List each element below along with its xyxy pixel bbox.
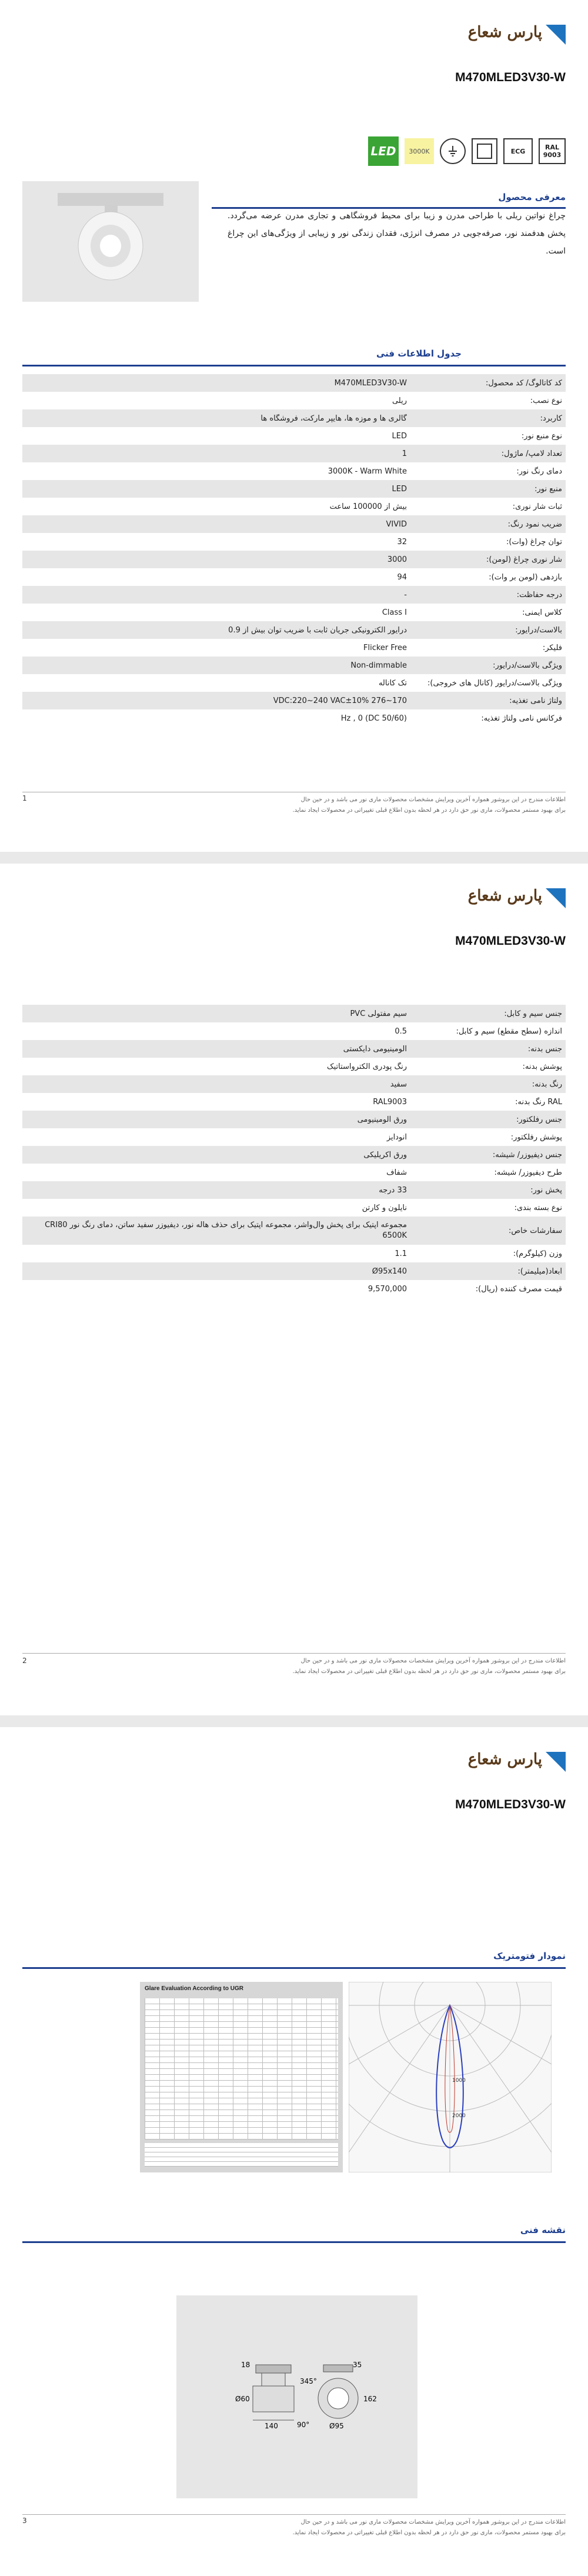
spec-value: VIVID [386, 519, 407, 529]
footer-note [22, 792, 566, 816]
dim-diameter-60: Ø60 [235, 2395, 250, 2403]
spec-key: پوشش رفلکتور: [510, 1132, 562, 1142]
spec-key: توان چراغ (وات): [506, 537, 562, 546]
intro-title: معرفی محصول [498, 192, 566, 202]
spec-value: 0.5 [395, 1027, 407, 1036]
spec-key: کد کاتالوگ/ کد محصول: [485, 378, 562, 388]
page-3 [0, 1727, 588, 2576]
spec-key: فرکانس نامی ولتاژ تغذیه: [481, 714, 562, 723]
logo-text: پارس شعاع [467, 887, 542, 905]
spec-key: کاربرد: [540, 414, 562, 423]
spec-key: پوشش بدنه: [522, 1062, 562, 1071]
spec-title: جدول اطلاعات فنی [376, 348, 462, 359]
spec-row [22, 586, 566, 604]
spec-row [22, 1164, 566, 1181]
spec-key: سفارشات خاص: [508, 1226, 562, 1235]
spec-value: VDC:220~240 VAC±10% 276~170 [273, 696, 407, 705]
spec-row [22, 1245, 566, 1262]
footer-note [22, 1653, 566, 1677]
spec-key: اندازه (سطح مقطع) سیم و کابل: [456, 1027, 562, 1036]
spec-row [22, 639, 566, 657]
ground-icon [440, 138, 466, 164]
spec-row [22, 709, 566, 727]
spec-value: Ø95x140 [372, 1267, 407, 1276]
spec-row [22, 1217, 566, 1245]
spec-row [22, 480, 566, 498]
logo-mark-icon [546, 25, 566, 45]
spec-value: سفید [390, 1079, 407, 1089]
spec-value: 3000 [387, 555, 407, 564]
spec-key: طرح دیفیوزر/ شیشه: [494, 1168, 562, 1177]
spec-key: بالاست/درایور: [515, 625, 562, 635]
spec-row [22, 674, 566, 692]
spec-row [22, 1111, 566, 1128]
spec-key: جنس رفلکتور: [516, 1115, 562, 1124]
spec-row [22, 374, 566, 392]
photometric-charts [140, 1982, 552, 2172]
logo-mark-icon [546, 888, 566, 908]
spec-value: ریلی [392, 396, 407, 405]
footer-line-2: برای بهبود مستمر محصولات، ماری نور حق دارد در هر لحظه بدون اطلاع قبلی تغییراتی در محصولات ایجاد نماید. [292, 1668, 566, 1675]
spec-value: Non-dimmable [350, 661, 407, 670]
spec-rule [22, 365, 566, 366]
logo-text: پارس شعاع [467, 1751, 542, 1768]
spec-row [22, 1280, 566, 1298]
spec-key: منبع نور: [534, 484, 562, 494]
spec-key: بازدهی (لومن بر وات): [489, 572, 562, 582]
spec-value: شفاف [386, 1168, 407, 1177]
spec-key: RAL رنگ بدنه: [515, 1097, 562, 1107]
dim-length: 140 [265, 2422, 278, 2430]
footer-line-1: اطلاعات مندرج در این بروشور همواره آخرین ویرایش مشخصات محصولات ماری نور می باشد و در حین حال [300, 1658, 566, 1664]
dim-diameter-95: Ø95 [329, 2422, 344, 2430]
model-code: M470MLED3V30-W [455, 71, 566, 84]
ecg-badge: ECG [503, 138, 533, 164]
spec-value: 94 [397, 572, 407, 582]
footer-line-1: اطلاعات مندرج در این بروشور همواره آخرین ویرایش مشخصات محصولات ماری نور می باشد و در حین حال [300, 2519, 566, 2525]
spec-value: 3000K - Warm White [328, 466, 407, 476]
logo-mark-icon [546, 1752, 566, 1772]
spec-key: ضریب نمود رنگ: [507, 519, 562, 529]
company-logo [460, 22, 566, 46]
dim-top: 18 [241, 2361, 250, 2369]
double-insulation-icon [472, 138, 497, 164]
spec-row [22, 445, 566, 462]
ral-line2: 9003 [543, 151, 562, 159]
spec-value: - [404, 590, 407, 599]
dim-height-162: 162 [363, 2395, 377, 2403]
drawing-rule [22, 2241, 566, 2243]
spec-row [22, 1181, 566, 1199]
led-badge: LED [368, 136, 399, 166]
spec-value: ورق آلومینیومی [357, 1115, 407, 1124]
drawing-title: نقشه فنی [520, 2225, 566, 2235]
spec-key: جنس دیفیوزر/ شیشه: [492, 1150, 562, 1159]
spec-key: درجه حفاظت: [516, 590, 562, 599]
spec-row [22, 1005, 566, 1022]
spec-key: نوع نصب: [530, 396, 562, 405]
spec-row [22, 392, 566, 409]
polar-ring-label-1: 1000 [452, 2078, 466, 2084]
page-number: 3 [22, 2517, 27, 2525]
spec-value: آلومینیومی دایکستی [343, 1044, 407, 1054]
spec-value: درایور الکترونیکی جریان ثابت با ضریب توان بیش از 0.9 [228, 625, 407, 635]
spec-row [22, 1075, 566, 1093]
spec-value: گالری ها و موزه ها، هایپر مارکت، فروشگاه ها [260, 414, 407, 423]
spec-key: ولتاژ نامی تغذیه: [509, 696, 562, 705]
spec-value: سیم مفتولی PVC [350, 1009, 407, 1018]
polar-ring-label-2: 2000 [452, 2113, 466, 2119]
spec-row [22, 1093, 566, 1111]
spec-key: شار نوری چراغ (لومن): [486, 555, 562, 564]
cct-badge: 3000K [405, 138, 434, 164]
spec-value: مجموعه اپتیک برای پخش وال‌واشر، مجموعه اپتیک برای حذف هاله نور، دیفیوزر سفید ساتن، دمای رنگ نور CRI80 6500K [45, 1221, 407, 1240]
spec-row [22, 533, 566, 551]
spec-value: M470MLED3V30-W [334, 378, 407, 388]
spec-key: جنس بدنه: [527, 1044, 562, 1054]
photometric-rule [22, 1967, 566, 1969]
product-image [22, 181, 199, 302]
certification-badges [368, 134, 566, 168]
company-logo [460, 1749, 566, 1773]
spec-value: 32 [397, 537, 407, 546]
spec-key: دمای رنگ نور: [516, 466, 562, 476]
spec-row [22, 657, 566, 674]
ugr-table [140, 1982, 343, 2172]
spec-value: Class I [382, 608, 407, 617]
spec-key: کلاس ایمنی: [522, 608, 562, 617]
spec-key: وزن (کیلوگرم): [513, 1249, 562, 1258]
spec-key: نوع منبع نور: [521, 431, 562, 441]
spec-value: Flicker Free [363, 643, 407, 652]
spec-row [22, 409, 566, 427]
photometric-title: نمودار فتومتریک [493, 1951, 566, 1961]
spec-key: پخش نور: [530, 1185, 562, 1195]
spec-row [22, 621, 566, 639]
company-logo [460, 886, 566, 909]
model-code: M470MLED3V30-W [455, 1798, 566, 1811]
spec-value: نایلون و کارتن [362, 1203, 407, 1212]
spec-value: بیش از 100000 ساعت [329, 502, 407, 511]
spec-key: نوع بسته بندی: [514, 1203, 562, 1212]
footer-line-2: برای بهبود مستمر محصولات، ماری نور حق دارد در هر لحظه بدون اطلاع قبلی تغییراتی در محصولات ایجاد نماید. [292, 2530, 566, 2536]
dim-width-35: 35 [353, 2361, 362, 2369]
logo-text: پارس شعاع [467, 24, 542, 41]
spec-value: LED [392, 431, 407, 441]
spec-value: 33 درجه [379, 1185, 407, 1195]
spec-value: Hz , 0 (DC 50/60) [340, 714, 407, 723]
spec-row [22, 692, 566, 709]
spec-table-2 [22, 1005, 566, 1298]
spec-row [22, 551, 566, 568]
spec-row [22, 515, 566, 533]
spec-row [22, 1022, 566, 1040]
footer-line-2: برای بهبود مستمر محصولات، ماری نور حق دارد در هر لحظه بدون اطلاع قبلی تغییراتی در محصولات ایجاد نماید. [292, 807, 566, 814]
spec-key: جنس سیم و کابل: [504, 1009, 562, 1018]
spec-row [22, 568, 566, 586]
spec-value: رنگ پودری الکترواستاتیک [326, 1062, 407, 1071]
technical-drawing [176, 2295, 417, 2498]
ugr-grid [145, 1998, 338, 2140]
footer-note [22, 2514, 566, 2538]
page-number: 1 [22, 794, 27, 802]
ral-line1: RAL [545, 144, 559, 151]
spec-key: ویژگی بالاست/درایور: [493, 661, 562, 670]
spec-table-1 [22, 374, 566, 727]
spec-key: رنگ بدنه: [532, 1079, 562, 1089]
spec-row [22, 1199, 566, 1217]
spec-value: 1 [402, 449, 407, 458]
spec-value: 9,570,000 [368, 1284, 407, 1294]
spec-row [22, 1146, 566, 1164]
spec-row [22, 498, 566, 515]
page-2 [0, 864, 588, 1715]
spec-value: تک کاناله [378, 678, 407, 688]
spec-value: RAL9003 [373, 1097, 407, 1107]
spec-row [22, 1262, 566, 1280]
spec-key: ابعاد(میلیمتر): [517, 1267, 562, 1276]
spec-key: ثبات شار نوری: [512, 502, 562, 511]
polar-diagram [349, 1982, 552, 2172]
ral-badge [539, 138, 566, 164]
spec-value: 1.1 [395, 1249, 407, 1258]
spec-row [22, 427, 566, 445]
spec-row [22, 1040, 566, 1058]
dim-angle-90: 90° [297, 2421, 310, 2429]
spec-value: LED [392, 484, 407, 494]
spec-key: ویژگی بالاست/درایور (کانال های خروجی): [427, 678, 562, 688]
spec-row [22, 604, 566, 621]
spec-key: تعداد لامپ/ ماژول: [501, 449, 562, 458]
spec-row [22, 462, 566, 480]
page-1 [0, 0, 588, 852]
footer-line-1: اطلاعات مندرج در این بروشور همواره آخرین ویرایش مشخصات محصولات ماری نور می باشد و در حین حال [300, 797, 566, 803]
page-number: 2 [22, 1657, 27, 1665]
spec-row [22, 1058, 566, 1075]
spec-value: ورق آکریلیکی [363, 1150, 407, 1159]
spec-key: قیمت مصرف کننده (ریال): [475, 1284, 562, 1294]
spec-key: فلیکر: [542, 643, 562, 652]
model-code: M470MLED3V30-W [455, 934, 566, 948]
intro-text: چراغ نواتین ریلی با طراحی مدرن و زیبا برای محیط فروشگاهی و تجاری مدرن عرضه می‌گردد. پخش هدفمند نور، صرفه‌جویی در مصرف انرژی، فقدان زندگی نور و زیبایی از ویژگی‌های این چراغ است. [228, 211, 566, 256]
dim-angle-345: 345° [300, 2377, 317, 2385]
spec-row [22, 1128, 566, 1146]
spec-value: آنودایز [386, 1132, 407, 1142]
ugr-grid-bottom [145, 2143, 338, 2167]
ugr-title: Glare Evaluation According to UGR [145, 1985, 243, 1992]
